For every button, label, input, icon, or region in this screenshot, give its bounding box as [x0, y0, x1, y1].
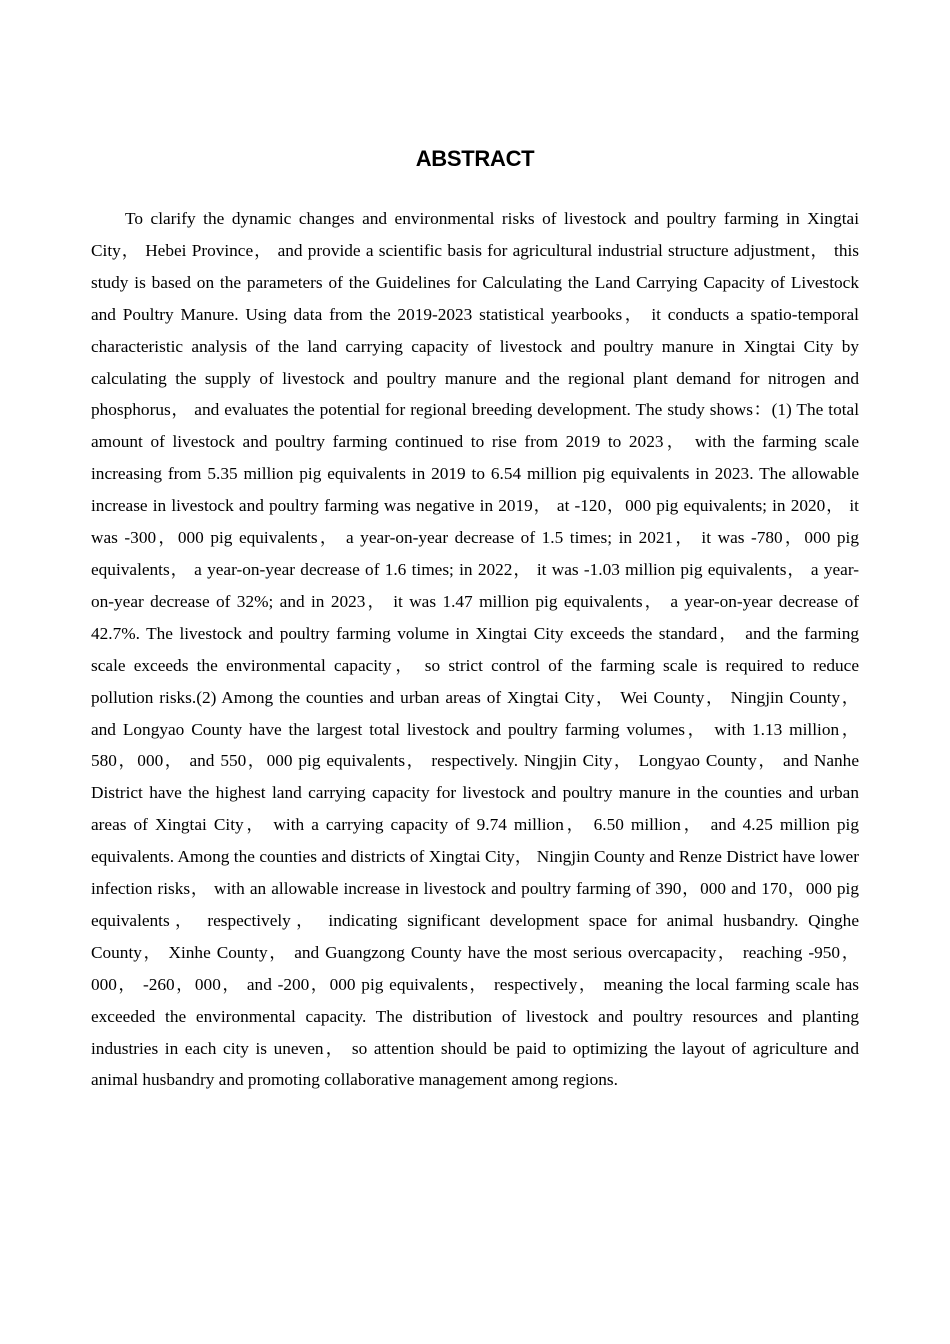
abstract-page [91, 146, 859, 1096]
abstract-body: To clarify the dynamic changes and environmental risks of livestock and poultry farming in Xingtai City， Hebei Province， and provide a scientific basis for agricultural industrial structure adjustment， this study is based on the parameters of the Guidelines for Calculating the Land Carrying Capacity of Livestock and Poultry Manure. Using data from the 2019-2023 statistical yearbooks， it conducts a spatio-temporal characteristic analysis of the land carrying capacity of livestock and poultry manure in Xingtai City by calculating the supply of livestock and poultry manure and the regional plant demand for nitrogen and phosphorus， and evaluates the potential for regional breeding development. The study shows：(1) The total amount of livestock and poultry farming continued to rise from 2019 to 2023， with the farming scale increasing from 5.35 million pig equivalents in 2019 to 6.54 million pig equivalents in 2023. The allowable increase in livestock and poultry farming was negative in 2019， at -120，000 pig equivalents; in 2020， it was -300，000 pig equivalents， a year-on-year decrease of 1.5 times; in 2021， it was -780，000 pig equivalents， a year-on-year decrease of 1.6 times; in 2022， it was -1.03 million pig equivalents， a year-on-year decrease of 32%; and in 2023， it was 1.47 million pig equivalents， a year-on-year decrease of 42.7%. The livestock and poultry farming volume in Xingtai City exceeds the standard， and the farming scale exceeds the environmental capacity， so strict control of the farming scale is required to reduce pollution risks.(2) Among the counties and urban areas of Xingtai City， Wei County， Ningjin County， and Longyao County have the largest total livestock and poultry farming volumes， with 1.13 million， 580，000， and 550，000 pig equivalents， respectively. Ningjin City， Longyao County， and Nanhe District have the highest land carrying capacity for livestock and poultry manure in the counties and urban areas of Xingtai City， with a carrying capacity of 9.74 million， 6.50 million， and 4.25 million pig equivalents. Among the counties and districts of Xingtai City， Ningjin County and Renze District have lower infection risks， with an allowable increase in livestock and poultry farming of 390，000 and 170，000 pig equivalents， respectively， indicating significant development space for animal husbandry. Qinghe County， Xinhe County， and Guangzong County have the most serious overcapacity， reaching -950，000， -260，000， and -200，000 pig equivalents， respectively， meaning the local farming scale has exceeded the environmental capacity. The distribution of livestock and poultry resources and planting industries in each city is uneven， so attention should be paid to optimizing the layout of agriculture and animal husbandry and promoting collaborative management among regions. [91, 209, 859, 1090]
abstract-title: ABSTRACT [415, 146, 535, 171]
